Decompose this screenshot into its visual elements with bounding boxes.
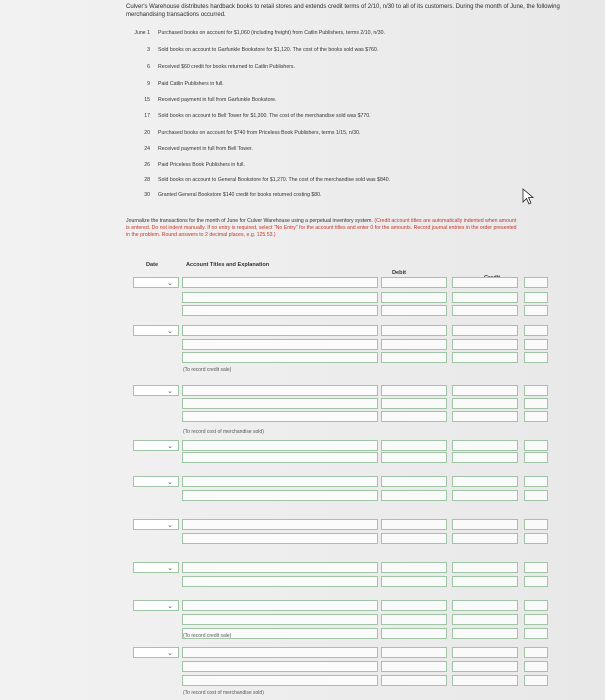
amount-input[interactable]: [524, 305, 548, 316]
date-select[interactable]: [133, 519, 179, 530]
debit-input[interactable]: [381, 277, 447, 288]
amount-input[interactable]: [524, 576, 548, 587]
credit-input[interactable]: [452, 628, 518, 639]
credit-input[interactable]: [452, 411, 518, 422]
amount-input[interactable]: [524, 452, 548, 463]
credit-input[interactable]: [452, 661, 518, 672]
account-title-input[interactable]: [182, 277, 378, 288]
debit-input[interactable]: [381, 614, 447, 625]
amount-input[interactable]: [524, 398, 548, 409]
debit-input[interactable]: [381, 352, 447, 363]
journal-row: [0, 600, 605, 612]
entry-explanation: (To record credit sale): [183, 367, 232, 373]
account-title-input[interactable]: [182, 305, 378, 316]
amount-input[interactable]: [524, 490, 548, 501]
chevron-down-icon: ⌄: [167, 388, 173, 395]
credit-input[interactable]: [452, 398, 518, 409]
debit-input[interactable]: [381, 661, 447, 672]
credit-input[interactable]: [452, 614, 518, 625]
amount-input[interactable]: [524, 600, 548, 611]
date-select[interactable]: [133, 440, 179, 451]
journal-row: [0, 576, 605, 588]
journal-row: [0, 339, 605, 351]
account-title-input[interactable]: [182, 440, 378, 451]
journal-row: [0, 352, 605, 364]
amount-input[interactable]: [524, 675, 548, 686]
journal-row: [0, 305, 605, 317]
date-select[interactable]: [133, 325, 179, 336]
debit-input[interactable]: [381, 452, 447, 463]
debit-input[interactable]: [381, 519, 447, 530]
account-title-input[interactable]: [182, 452, 378, 463]
amount-input[interactable]: [524, 519, 548, 530]
credit-input[interactable]: [452, 562, 518, 573]
credit-input[interactable]: [452, 600, 518, 611]
entry-explanation: (To record cost of merchandise sold): [183, 429, 264, 435]
account-title-input[interactable]: [182, 398, 378, 409]
account-title-input[interactable]: [182, 490, 378, 501]
amount-input[interactable]: [524, 476, 548, 487]
account-title-input[interactable]: [182, 519, 378, 530]
journal-row: [0, 277, 605, 289]
debit-input[interactable]: [381, 292, 447, 303]
chevron-down-icon: ⌄: [167, 280, 173, 287]
account-title-input[interactable]: [182, 647, 378, 658]
debit-input[interactable]: [381, 576, 447, 587]
instructions-note: (Credit account titles are automatically indented when amount is entered. Do not indent manually. If no entry is required, select "No Entry" for the account titles and enter 0 for the amounts. Record journal entries in the order presented in the problem. Round answers to 2 decimal places, e.g. 125.53.): [126, 218, 517, 238]
journal-row: [0, 562, 605, 574]
debit-input[interactable]: [381, 628, 447, 639]
account-header: Account Titles and Explanation: [186, 262, 270, 268]
journal-row: [0, 675, 605, 687]
journal-row: [0, 647, 605, 659]
credit-input[interactable]: [452, 476, 518, 487]
amount-input[interactable]: [524, 562, 548, 573]
journal-row: [0, 476, 605, 488]
credit-input[interactable]: [452, 292, 518, 303]
journal-row: [0, 452, 605, 464]
journal-row: [0, 519, 605, 531]
amount-input[interactable]: [524, 325, 548, 336]
journal-row: [0, 411, 605, 423]
date-select[interactable]: [133, 562, 179, 573]
credit-input[interactable]: [452, 305, 518, 316]
credit-input[interactable]: [452, 576, 518, 587]
account-title-input[interactable]: [182, 576, 378, 587]
date-select[interactable]: [133, 647, 179, 658]
debit-input[interactable]: [381, 440, 447, 451]
account-title-input[interactable]: [182, 339, 378, 350]
amount-input[interactable]: [524, 277, 548, 288]
account-title-input[interactable]: [182, 476, 378, 487]
journal-row: [0, 614, 605, 626]
debit-input[interactable]: [381, 305, 447, 316]
journal-row: [0, 385, 605, 397]
account-title-input[interactable]: [182, 600, 378, 611]
account-title-input[interactable]: [182, 661, 378, 672]
credit-input[interactable]: [452, 325, 518, 336]
page: Culver's Warehouse distributes hardback books to retail stores and extends credit terms of 2/10, n/30 to all of its customers. During the month of June, the following merchandising transactions occurred. June 1 Purchased books on account for $1,060 (including freight) from Catlin Publishers, terms 2/10, n/30. 3 Sold books on account to Garfunkle Bookstore for $1,120. The cost of the books sold was $760. 6 Received $60 credit for books returned to Catlin Publishers. 9 Paid Catlin Publishers in full. 15 Received payment in full from Garfunkle Bookstore. 17 Sold books on account to Bell Tower for $1,300. The cost of the merchandise sold was $770. 20 Purchased books on account for $740 from Priceless Book Publishers, terms 1/15, n/30. 24 Received payment in full from Bell Tower. 26 Paid Priceless Book Publishers in full. 28 Sold books on account to General Bookstore for $1,270. The cost of the merchandise sold was $840. 30 Granted General Bookstore $140 credit for books returned costing $80. Journalize the transactions for the month of June for Culver Warehouse using a perpetual inventory system. (Credit account titles are automatically indented when amount is entered. Do not indent manually. If no entry is required, select "No Entry" for the account titles and enter 0 for the amounts. Record journal entries in the order presented in the problem. Round answers to 2 decimal places, e.g. 125.53.) Date Account Titles and Explanation Debit ⌄ (To record credit sale) ⌄ ⌄ (To record cost of merchandise sold) ⌄ ⌄ ⌄ ⌄ ⌄ (To record credit sale) ⌄ (To record cost of merchandise sold): [0, 0, 605, 700]
journal-row: [0, 490, 605, 502]
account-title-input[interactable]: [182, 675, 378, 686]
credit-input[interactable]: [452, 519, 518, 530]
chevron-down-icon: ⌄: [167, 522, 173, 529]
chevron-down-icon: ⌄: [167, 650, 173, 657]
credit-input[interactable]: [452, 675, 518, 686]
debit-input[interactable]: [381, 675, 447, 686]
date-select[interactable]: [133, 277, 179, 288]
instructions: [126, 218, 518, 239]
chevron-down-icon: ⌄: [167, 443, 173, 450]
account-title-input[interactable]: [182, 325, 378, 336]
amount-input[interactable]: [524, 339, 548, 350]
date-select[interactable]: [133, 476, 179, 487]
chevron-down-icon: ⌄: [167, 328, 173, 335]
credit-input[interactable]: [452, 647, 518, 658]
account-title-input[interactable]: [182, 614, 378, 625]
account-title-input[interactable]: [182, 292, 378, 303]
chevron-down-icon: ⌄: [167, 479, 173, 486]
credit-input[interactable]: [452, 385, 518, 396]
journal-row: [0, 628, 605, 640]
credit-input[interactable]: [452, 339, 518, 350]
credit-input[interactable]: [452, 352, 518, 363]
credit-input[interactable]: [452, 440, 518, 451]
debit-input[interactable]: [381, 398, 447, 409]
account-title-input[interactable]: [182, 385, 378, 396]
amount-input[interactable]: [524, 647, 548, 658]
credit-input[interactable]: [452, 452, 518, 463]
debit-input[interactable]: [381, 600, 447, 611]
amount-input[interactable]: [524, 292, 548, 303]
amount-input[interactable]: [524, 440, 548, 451]
journal-row: [0, 325, 605, 337]
chevron-down-icon: ⌄: [167, 603, 173, 610]
debit-input[interactable]: [381, 562, 447, 573]
debit-input[interactable]: [381, 339, 447, 350]
entry-explanation: (To record credit sale): [183, 633, 232, 639]
date-select[interactable]: [133, 600, 179, 611]
amount-input[interactable]: [524, 385, 548, 396]
debit-header: Debit: [392, 270, 406, 276]
chevron-down-icon: ⌄: [167, 565, 173, 572]
debit-input[interactable]: [381, 385, 447, 396]
problem-intro: Culver's Warehouse distributes hardback books to retail stores and extends credit terms of 2/10, n/30 to all of its customers. During the month of June, the following merchandising transactions occurred.: [126, 4, 560, 18]
journal-row: [0, 440, 605, 452]
amount-input[interactable]: [524, 533, 548, 544]
journal-row: [0, 292, 605, 304]
instructions-main: Journalize the transactions for the month of June for Culver Warehouse using a perpetual inventory system.: [126, 218, 375, 224]
amount-input[interactable]: [524, 411, 548, 422]
amount-input[interactable]: [524, 661, 548, 672]
date-header: Date: [146, 262, 159, 268]
debit-input[interactable]: [381, 325, 447, 336]
amount-input[interactable]: [524, 628, 548, 639]
debit-input[interactable]: [381, 411, 447, 422]
credit-input[interactable]: [452, 490, 518, 501]
mouse-cursor-icon: [522, 188, 536, 206]
entry-explanation: (To record cost of merchandise sold): [183, 690, 264, 696]
account-title-input[interactable]: [182, 411, 378, 422]
account-title-input[interactable]: [182, 562, 378, 573]
debit-input[interactable]: [381, 533, 447, 544]
debit-input[interactable]: [381, 476, 447, 487]
amount-input[interactable]: [524, 352, 548, 363]
account-title-input[interactable]: [182, 352, 378, 363]
journal-row: [0, 398, 605, 410]
date-select[interactable]: [133, 385, 179, 396]
debit-input[interactable]: [381, 647, 447, 658]
debit-input[interactable]: [381, 490, 447, 501]
journal-row: [0, 661, 605, 673]
journal-row: [0, 533, 605, 545]
amount-input[interactable]: [524, 614, 548, 625]
credit-input[interactable]: [452, 277, 518, 288]
credit-input[interactable]: [452, 533, 518, 544]
account-title-input[interactable]: [182, 533, 378, 544]
